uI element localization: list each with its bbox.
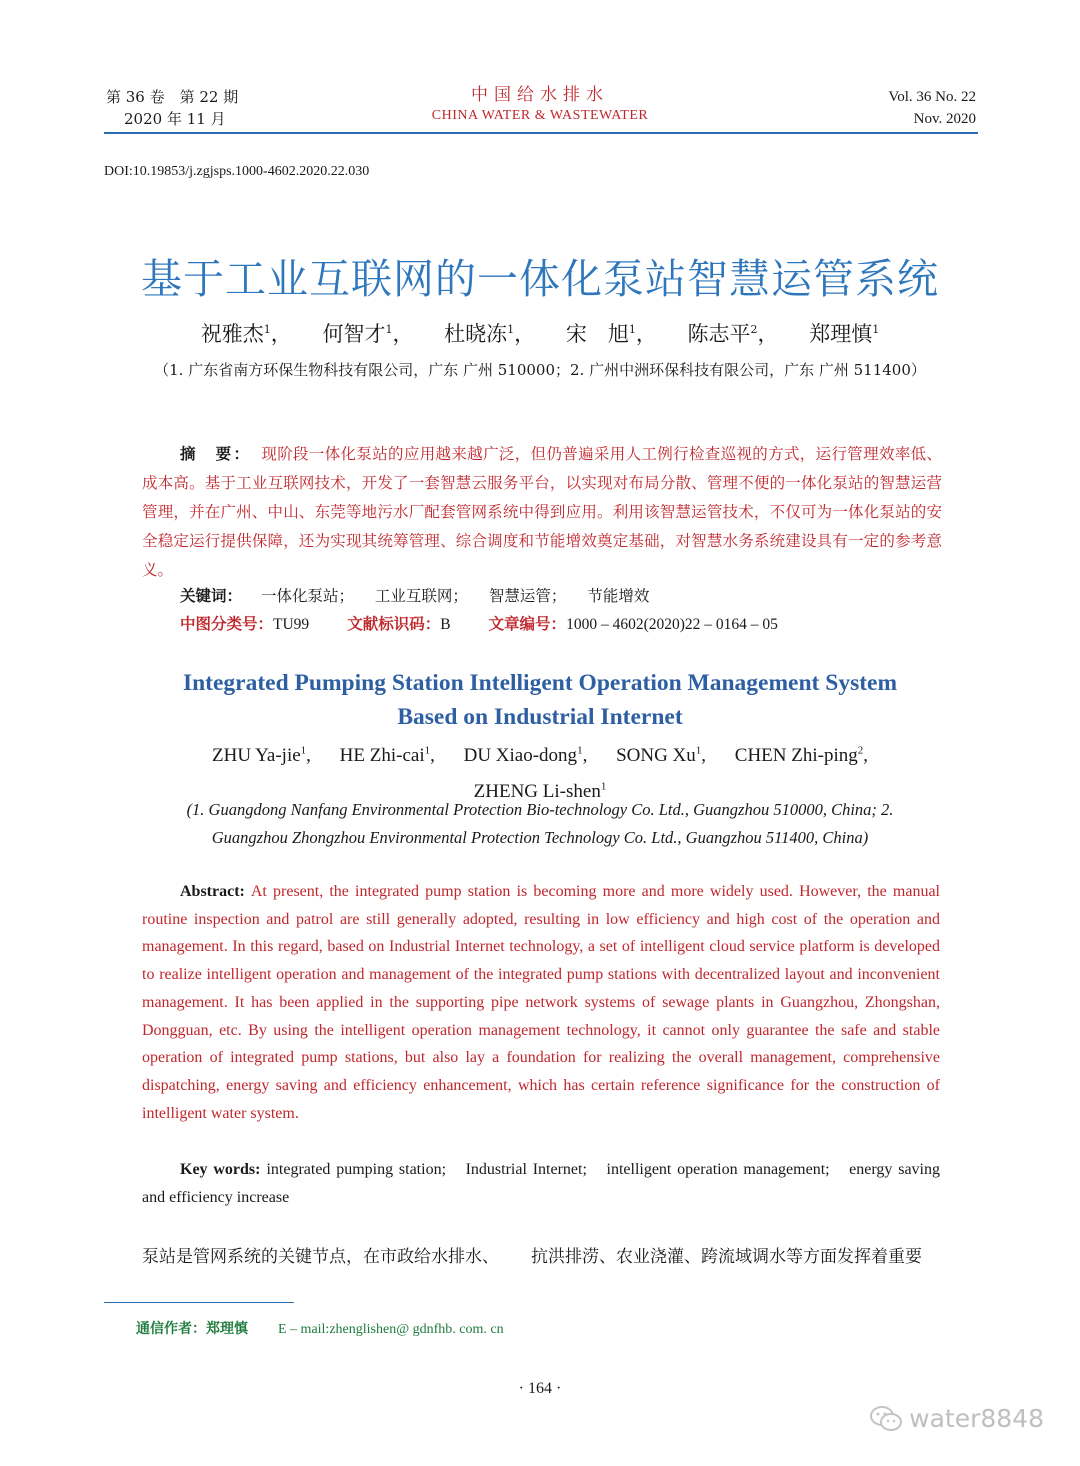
author-cn: 杜晓冻$^1$， — [444, 322, 536, 346]
footnote-divider — [104, 1302, 294, 1303]
body-text-part1: 泵站是管网系统的关键节点，在市政给水排水、 — [142, 1247, 499, 1267]
clc-value: TU99 — [273, 616, 310, 633]
keywords-cn-label: 关键词： — [180, 587, 243, 605]
author-cn: 祝雅杰$^1$， — [200, 322, 292, 346]
watermark-text: water8848 — [909, 1404, 1044, 1433]
author-cn: 宋 旭$^1$， — [565, 322, 657, 346]
classification-line — [180, 612, 778, 634]
paper-title-cn: 基于工业互联网的一体化泵站智慧运管系统 — [141, 255, 939, 303]
paper-title-en-line2: Based on Industrial Internet — [397, 704, 683, 730]
header-divider — [104, 132, 978, 134]
keywords-en — [142, 1156, 940, 1212]
author-cn: 郑理慎$^1$ — [809, 322, 880, 346]
article-number-value: 1000 – 4602(2020)22 – 0164 – 05 — [566, 616, 778, 633]
abstract-cn — [142, 440, 942, 585]
author-cn: 何智才$^1$， — [322, 322, 414, 346]
wechat-icon — [869, 1405, 903, 1433]
volume-issue-cn: 第 36 卷 第 22 期 — [106, 88, 239, 106]
journal-name-en: CHINA WATER & WASTEWATER — [431, 108, 649, 123]
paper-title-en-line1: Integrated Pumping Station Intelligent Operation Management System — [182, 670, 898, 696]
corresponding-author-label: 通信作者：郑理慎 — [136, 1321, 248, 1337]
volume-issue-en: Vol. 36 No. 22 — [888, 89, 976, 105]
author-en: CHEN Zhi-ping$^2$, — [734, 745, 868, 767]
affiliation-en: (1. Guangdong Nanfang Environmental Protection Bio-technology Co. Ltd., Guangzhou 510000, China; 2. Guangzhou Zhongzhou Environmental Protection Technology Co. Ltd., Guangzhou 511400, China) — [186, 800, 894, 847]
author-list-cn — [0, 318, 1080, 348]
doi: DOI:10.19853/j.zgjsps.1000-4602.2020.22.030 — [104, 164, 370, 179]
date-en: Nov. 2020 — [913, 111, 976, 127]
doc-code-value: B — [440, 616, 451, 633]
abstract-en — [142, 878, 940, 1127]
body-text-part2: 抗洪排涝、农业浇灌、跨流域调水等方面发挥着重要 — [531, 1247, 922, 1267]
corresponding-author-email: E – mail:zhenglishen@ gdnfhb. com. cn — [278, 1322, 504, 1337]
paper-title-en — [0, 666, 1080, 734]
keywords-en-text: integrated pumping station; Industrial Internet; intelligent operation management; energy saving and efficiency increase — [142, 1161, 940, 1206]
header-volume-en — [888, 86, 976, 130]
author-en: ZHU Ya-jie$^1$, — [212, 745, 311, 767]
author-en: ZHENG Li-shen$^1$ — [473, 780, 607, 802]
abstract-en-label: Abstract: — [180, 883, 245, 900]
author-en: HE Zhi-cai$^1$, — [339, 745, 435, 767]
watermark — [869, 1404, 1044, 1433]
abstract-en-text: At present, the integrated pump station is becoming more and more widely used. However, the manual routine inspection and patrol are still generally adopted, resulting in low efficiency and high cost of the operation and management. In this regard, based on Industrial Internet technology, a set of intelligent cloud service platform is developed to realize intelligent operation and management of the integrated pump stations with decentralized layout and inconvenient management. It has been applied in the supporting pipe network systems of sewage plants in Guangzhou, Zhongshan, Dongguan, etc. By using the intelligent operation management technology, it cannot only guarantee the safe and stable operation of integrated pump stations, but also lay a foundation for realizing the overall management, comprehensive dispatching, energy saving and efficiency enhancement, which has certain reference significance for the construction of intelligent water system. — [142, 883, 940, 1122]
keywords-en-label: Key words: — [180, 1161, 261, 1178]
author-en: DU Xiao-dong$^1$, — [463, 745, 588, 767]
keywords-cn — [180, 584, 665, 606]
clc-label: 中图分类号： — [180, 615, 274, 633]
keyword-cn: 一体化泵站； — [260, 587, 354, 605]
article-number-label: 文章编号： — [488, 615, 567, 633]
abstract-cn-label: 摘 要： — [180, 445, 252, 463]
keyword-cn: 工业互联网； — [374, 587, 468, 605]
abstract-cn-text: 现阶段一体化泵站的应用越来越广泛，但仍普遍采用人工例行检查巡视的方式，运行管理效率低、成本高。基于工业互联网技术，开发了一套智慧云服务平台，以实现对布局分散、管理不便的一体化泵站的智慧运营管理，并在广州、中山、东莞等地污水厂配套管网系统中得到应用。利用该智慧运管技术，不仅可为一体化泵站的安全稳定运行提供保障，还为实现其统筹管理、综合调度和节能增效奠定基础，对智慧水务系统建设具有一定的参考意义。 — [142, 445, 942, 579]
affiliation-cn: （1. 广东省南方环保生物科技有限公司，广东 广州 510000；2. 广州中洲环保科技有限公司，广东 广州 511400） — [154, 361, 926, 379]
doc-code-label: 文献标识码： — [347, 615, 441, 633]
body-text — [142, 1242, 922, 1267]
corresponding-author — [136, 1318, 504, 1338]
keyword-cn: 智慧运管； — [488, 587, 567, 605]
page-number: · 164 · — [518, 1380, 562, 1397]
journal-name-cn: 中国给水排水 — [471, 85, 609, 105]
date-cn: 2020 年 11 月 — [124, 110, 226, 128]
author-en: SONG Xu$^1$, — [616, 745, 707, 767]
author-cn: 陈志平$^2$， — [687, 322, 779, 346]
keyword-cn: 节能增效 — [587, 587, 650, 605]
